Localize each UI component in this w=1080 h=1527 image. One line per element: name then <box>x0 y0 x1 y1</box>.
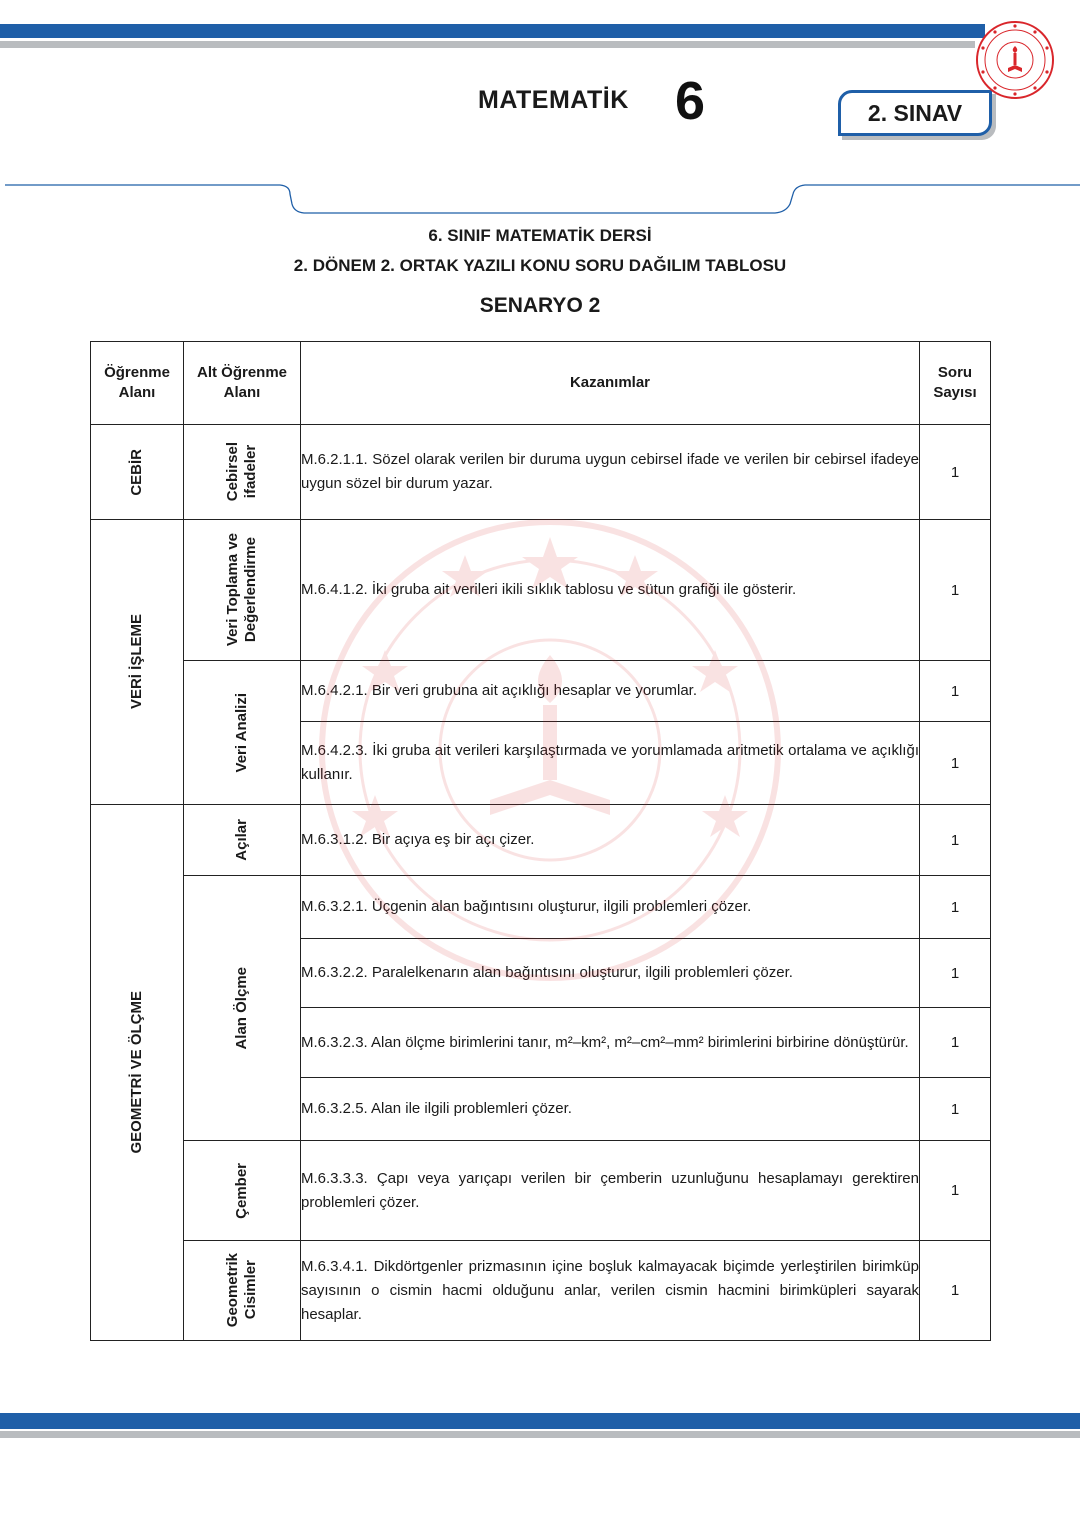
ministry-seal-icon <box>975 20 1055 100</box>
table-row <box>91 425 991 520</box>
outcome-text: M.6.4.1.2. İki gruba ait verileri ikili sıklık tablosu ve sütun grafiği ile gösterir. <box>301 520 920 661</box>
topic-distribution-table <box>90 341 991 1341</box>
question-count: 1 <box>920 876 991 939</box>
table-header-row <box>91 342 991 425</box>
sub-area-label: Geometrik Cisimler <box>224 1253 259 1328</box>
table-row <box>91 876 991 939</box>
subject-title: MATEMATİK <box>478 86 629 114</box>
question-count: 1 <box>920 939 991 1008</box>
area-label: CEBİR <box>128 448 145 496</box>
question-count: 1 <box>920 520 991 661</box>
header-outcomes: Kazanımlar <box>301 342 920 425</box>
scenario-title: SENARYO 2 <box>479 294 601 317</box>
outcome-text: M.6.3.2.5. Alan ile ilgili problemleri çözer. <box>301 1078 920 1141</box>
table-row <box>91 1241 991 1341</box>
top-blue-band <box>0 24 985 38</box>
outcome-text: M.6.4.2.1. Bir veri grubuna ait açıklığı hesaplar ve yorumlar. <box>301 661 920 722</box>
question-count: 1 <box>920 805 991 876</box>
area-label: GEOMETRİ VE ÖLÇME <box>128 991 145 1154</box>
question-count: 1 <box>920 425 991 520</box>
area-label: VERİ İŞLEME <box>128 614 145 710</box>
sub-area-label: Cebirsel ifadeler <box>224 442 259 502</box>
bottom-grey-band <box>0 1431 1080 1438</box>
sub-area-label: Veri Analizi <box>233 692 250 773</box>
question-count: 1 <box>920 661 991 722</box>
table-row <box>91 805 991 876</box>
top-grey-band <box>0 41 975 48</box>
header-learning-area: Öğrenme Alanı <box>91 342 184 425</box>
outcome-text: M.6.3.4.1. Dikdörtgenler prizmasının içine boşluk kalmayacak biçimde yerleştirilen birimküp sayısının o cismin hacmi olduğunu anlar, verilen cismin hacmini birimküpleri sayarak hesaplar. <box>301 1241 920 1341</box>
sub-area-label: Çember <box>233 1162 250 1219</box>
header-divider <box>0 180 1080 220</box>
table-row <box>91 1141 991 1241</box>
exam-badge: 2. SINAV <box>838 90 992 136</box>
outcome-text: M.6.2.1.1. Sözel olarak verilen bir duruma uygun cebirsel ifade ve verilen bir cebirsel ifadeye uygun sözel bir durum yazar. <box>301 425 920 520</box>
outcome-text: M.6.4.2.3. İki gruba ait verileri karşılaştırmada ve yorumlamada aritmetik ortalama ve açıklığı kullanır. <box>301 722 920 805</box>
header-question-count: Soru Sayısı <box>920 342 991 425</box>
table-row <box>91 520 991 661</box>
outcome-text: M.6.3.2.2. Paralelkenarın alan bağıntısını oluşturur, ilgili problemleri çözer. <box>301 939 920 1008</box>
grade-number: 6 <box>675 71 706 131</box>
header-sub-area: Alt Öğrenme Alanı <box>184 342 301 425</box>
outcome-text: M.6.3.1.2. Bir açıya eş bir açı çizer. <box>301 805 920 876</box>
table-row <box>91 661 991 722</box>
outcome-text: M.6.3.3.3. Çapı veya yarıçapı verilen bir çemberin uzunluğunu hesaplamayı gerektiren problemleri çözer. <box>301 1141 920 1241</box>
question-count: 1 <box>920 1241 991 1341</box>
question-count: 1 <box>920 1078 991 1141</box>
question-count: 1 <box>920 1008 991 1078</box>
sub-area-label: Açılar <box>233 819 250 861</box>
outcome-text: M.6.3.2.1. Üçgenin alan bağıntısını oluşturur, ilgili problemleri çözer. <box>301 876 920 939</box>
document-title: 6. SINIF MATEMATİK DERSİ <box>428 226 652 245</box>
question-count: 1 <box>920 722 991 805</box>
outcome-text: M.6.3.2.3. Alan ölçme birimlerini tanır, m²–km², m²–cm²–mm² birimlerini birbirine dönüştürür. <box>301 1008 920 1078</box>
sub-area-label: Veri Toplama ve Değerlendirme <box>224 533 259 647</box>
bottom-blue-band <box>0 1413 1080 1429</box>
sub-area-label: Alan Ölçme <box>233 966 250 1050</box>
document-subtitle: 2. DÖNEM 2. ORTAK YAZILI KONU SORU DAĞILIM TABLOSU <box>293 256 787 275</box>
question-count: 1 <box>920 1141 991 1241</box>
